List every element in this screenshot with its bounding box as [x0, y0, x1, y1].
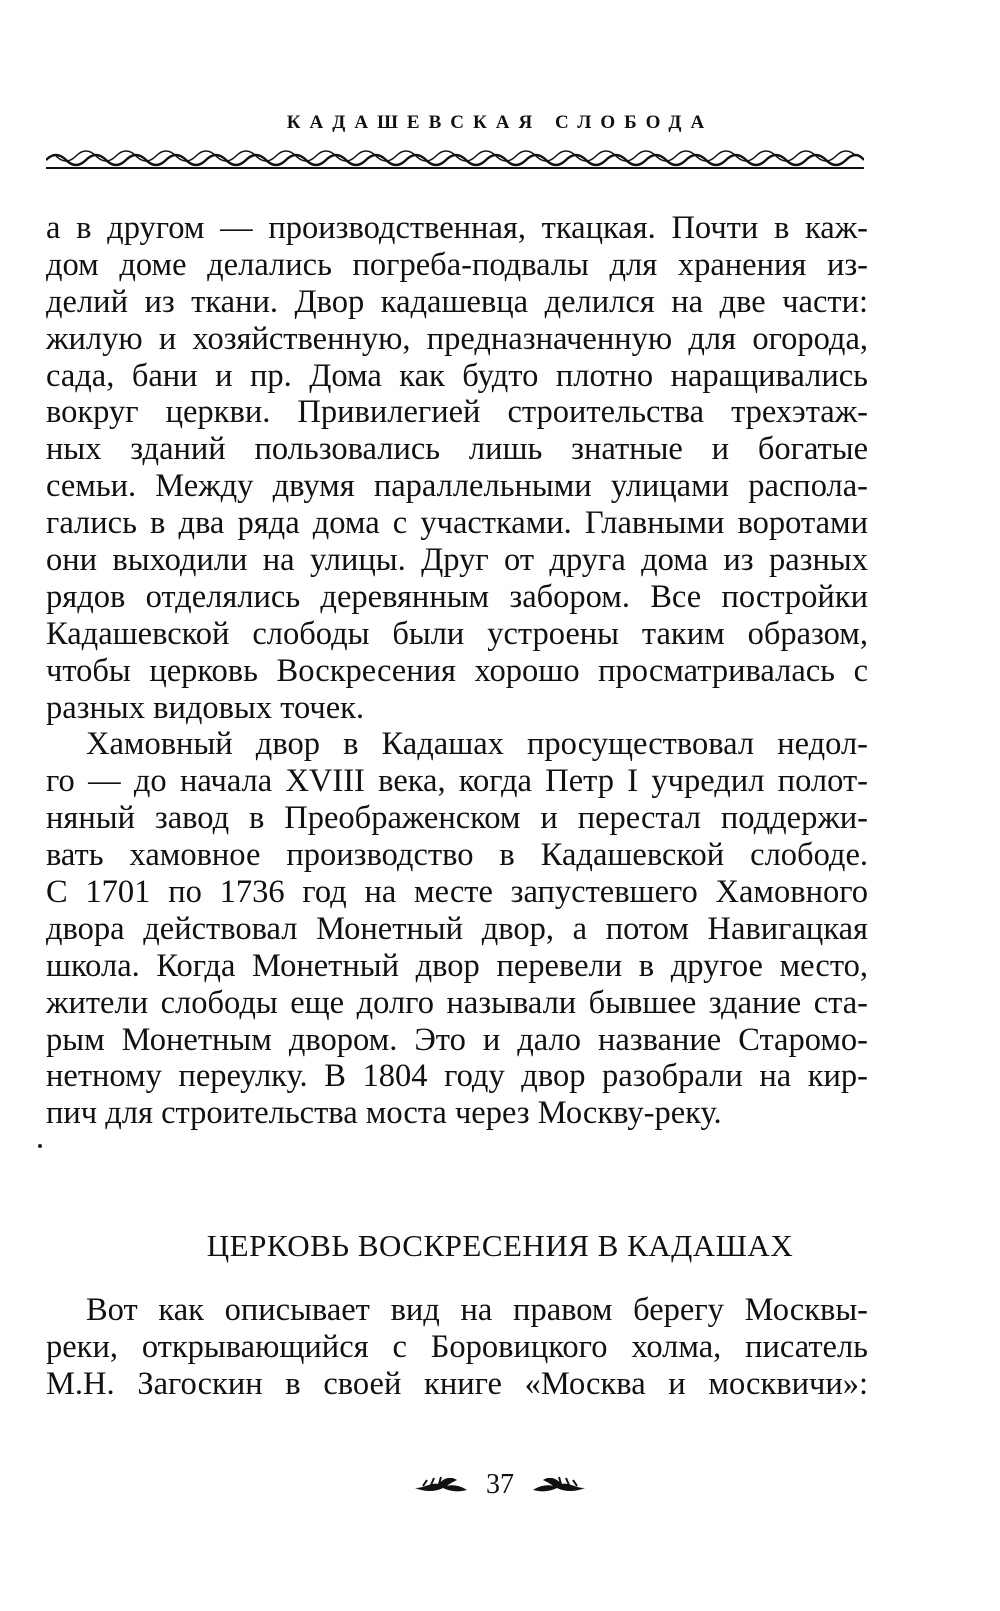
- page-number: 37: [486, 1468, 514, 1500]
- text-line: а в другом — производственная, ткацкая. Почти в каж-: [46, 210, 868, 246]
- left-leaf-ornament-icon: [413, 1474, 469, 1496]
- main-body-text: [46, 210, 868, 1132]
- page-footer: [0, 1467, 1000, 1501]
- text-line: сада, бани и пр. Дома как будто плотно наращивались: [46, 357, 868, 394]
- text-line: рым Монетным двором. Это и дало название Старомо-: [46, 1021, 868, 1058]
- text-line: ных зданий пользовались лишь знатные и богатые: [46, 431, 868, 468]
- section-body-text: [46, 1292, 868, 1403]
- text-line: школа. Когда Монетный двор перевели в другое место,: [46, 947, 868, 984]
- text-line: няный завод в Преображенском и перестал поддержи-: [46, 800, 868, 837]
- text-line: жители слободы еще долго называли бывшее здание ста-: [46, 984, 868, 1021]
- text-line: Кадашевской слободы были устроены таким образом,: [46, 615, 868, 652]
- text-line: жилую и хозяйственную, предназначенную для огорода,: [46, 320, 868, 357]
- text-line: пич для строительства моста через Москву-реку.: [46, 1095, 722, 1132]
- text-line: вокруг церкви. Привилегией строительства трехэтаж-: [46, 394, 868, 431]
- text-line: рядов отделялись деревянным забором. Все постройки: [46, 578, 868, 615]
- running-title: КАДАШЕВСКАЯ СЛОБОДА: [286, 112, 714, 133]
- text-line: С 1701 по 1736 год на месте запустевшего Хамовного: [46, 874, 868, 911]
- text-line: реки, открывающийся с Боровицкого холма, писатель: [46, 1328, 868, 1365]
- text-line: разных видовых точек.: [46, 689, 365, 726]
- text-line: дом доме делались погреба-подвалы для хранения из-: [46, 246, 868, 283]
- text-line: Вот как описывает вид на правом берегу Москвы-: [86, 1292, 868, 1328]
- text-line: вать хамовное производство в Кадашевской слободе.: [46, 837, 868, 874]
- text-line: чтобы церковь Воскресения хорошо просматривалась с: [46, 652, 868, 689]
- right-leaf-ornament-icon: [531, 1474, 587, 1496]
- text-line: семьи. Между двумя параллельными улицами распола-: [46, 468, 868, 505]
- text-line: делий из ткани. Двор кадашевца делился на две части:: [46, 283, 868, 320]
- text-line: гались в два ряда дома с участками. Главными воротами: [46, 505, 868, 542]
- section-heading: ЦЕРКОВЬ ВОСКРЕСЕНИЯ В КАДАШАХ: [206, 1228, 794, 1263]
- print-speck: [38, 1144, 42, 1148]
- text-line: М.Н. Загоскин в своей книге «Москва и москвичи»:: [46, 1365, 868, 1402]
- decorative-border-ornament: [46, 150, 864, 170]
- text-line: они выходили на улицы. Друг от друга дома из разных: [46, 542, 868, 579]
- text-line: го — до начала XVIII века, когда Петр I учредил полот-: [46, 763, 868, 800]
- text-line: двора действовал Монетный двор, а потом Навигацкая: [46, 910, 868, 947]
- text-line: нетному переулку. В 1804 году двор разобрали на кир-: [46, 1058, 868, 1095]
- text-line: Хамовный двор в Кадашах просуществовал недол-: [86, 726, 868, 763]
